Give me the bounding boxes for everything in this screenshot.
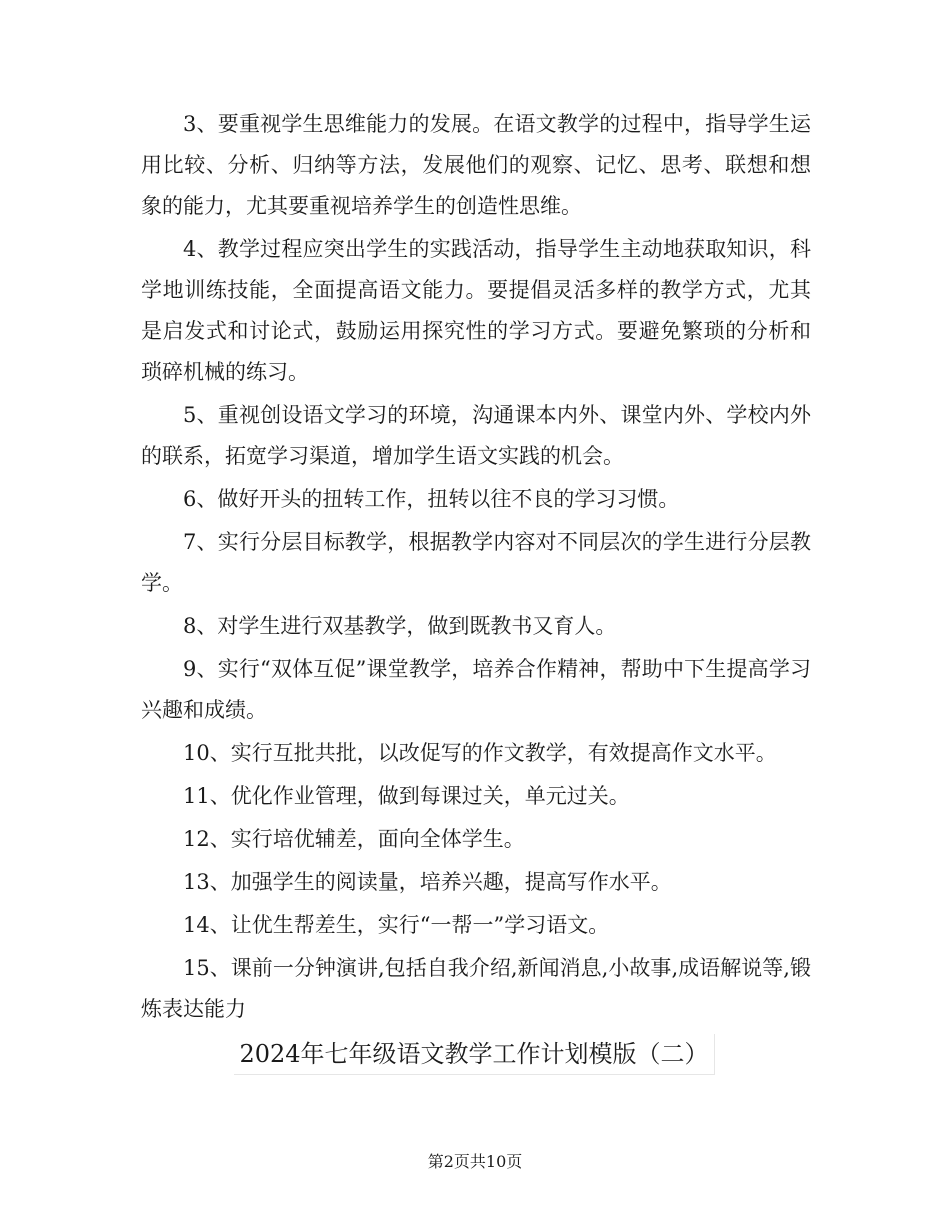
paragraph-item-7: 7、实行分层目标教学，根据教学内容对不同层次的学生进行分层教学。	[141, 530, 811, 595]
paragraph-item-13: 13、加强学生的阅读量，培养兴趣，提高写作水平。	[183, 870, 672, 894]
paragraph-item-11: 11、优化作业管理，做到每课过关，单元过关。	[183, 784, 630, 808]
paragraph-item-12: 12、实行培优辅差，面向全体学生。	[183, 827, 525, 851]
section-title: 2024年七年级语文教学工作计划模版（二）	[234, 1034, 715, 1075]
paragraph-item-15: 15、课前一分钟演讲,包括自我介绍,新闻消息,小故事,成语解说等,锻炼表达能力	[141, 956, 811, 1021]
paragraph-item-4: 4、教学过程应突出学生的实践活动，指导学生主动地获取知识，科学地训练技能，全面提高语文能力。要提倡灵活多样的教学方式，尤其是启发式和讨论式，鼓励运用探究性的学习方式。要避免繁琐的分析和琐碎机械的练习。	[141, 237, 811, 384]
paragraph-item-14: 14、让优生帮差生，实行“一帮一”学习语文。	[183, 913, 610, 937]
paragraph-item-8: 8、对学生进行双基教学，做到既教书又育人。	[183, 614, 617, 638]
paragraph-item-6: 6、做好开头的扭转工作，扭转以往不良的学习习惯。	[183, 487, 680, 511]
paragraph-item-9: 9、实行“双体互促”课堂教学，培养合作精神，帮助中下生提高学习兴趣和成绩。	[141, 657, 811, 722]
paragraph-item-3: 3、要重视学生思维能力的发展。在语文教学的过程中，指导学生运用比较、分析、归纳等方法，发展他们的观察、记忆、思考、联想和想象的能力，尤其要重视培养学生的创造性思维。	[141, 112, 811, 218]
paragraph-item-10: 10、实行互批共批，以改促写的作文教学，有效提高作文水平。	[183, 741, 777, 765]
page-number-footer: 第2页共10页	[427, 1152, 523, 1171]
document-body	[141, 104, 811, 1030]
paragraph-item-5: 5、重视创设语文学习的环境，沟通课本内外、课堂内外、学校内外的联系，拓宽学习渠道，增加学生语文实践的机会。	[141, 403, 811, 468]
